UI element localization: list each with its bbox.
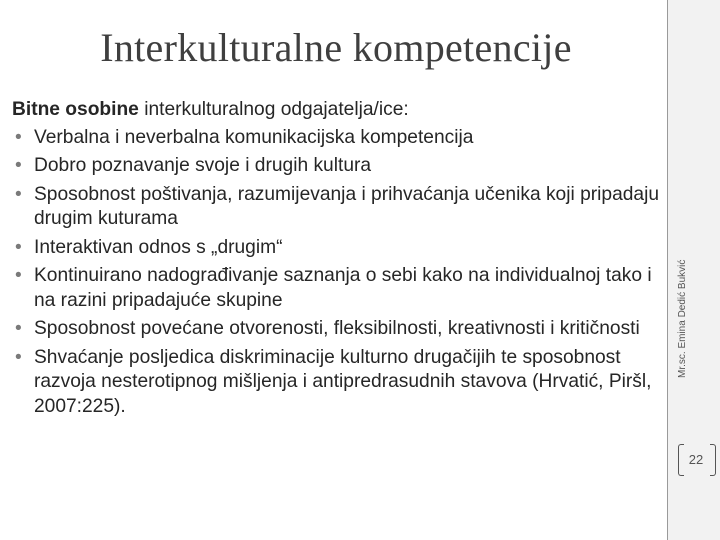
list-item bbox=[12, 126, 662, 151]
list-item bbox=[12, 346, 662, 420]
list-item-text: Kontinuirano nadograđivanje saznanja o sebi kako na individualnoj tako i na razini pripadajuće skupine bbox=[34, 265, 652, 311]
bullet-icon: • bbox=[15, 265, 22, 286]
slide-content bbox=[12, 98, 662, 423]
list-item-text: Verbalna i neverbalna komunikacijska kompetencija bbox=[34, 126, 474, 148]
list-item-text: Sposobnost povećane otvorenosti, fleksibilnosti, kreativnosti i kritičnosti bbox=[34, 318, 640, 339]
right-bracket-icon bbox=[710, 444, 716, 476]
lead-bold: Bitne osobine bbox=[12, 99, 139, 120]
bullet-list bbox=[12, 126, 662, 420]
bullet-icon: • bbox=[15, 236, 22, 258]
list-item bbox=[12, 317, 662, 342]
list-item bbox=[12, 236, 662, 261]
bullet-icon: • bbox=[15, 126, 22, 148]
bullet-icon: • bbox=[15, 155, 22, 176]
bullet-icon: • bbox=[15, 346, 22, 368]
list-item-text: Dobro poznavanje svoje i drugih kultura bbox=[34, 155, 372, 176]
list-item bbox=[12, 154, 662, 179]
bullet-icon: • bbox=[15, 318, 22, 339]
bullet-icon: • bbox=[15, 183, 22, 205]
list-item bbox=[12, 264, 662, 313]
page-number: 22 bbox=[688, 452, 704, 467]
lead-paragraph bbox=[12, 98, 662, 123]
list-item-text: Shvaćanje posljedica diskriminacije kulturno drugačijih te sposobnost razvoja nesterotipnog mišljenja i antipredrasudnih stavova (Hrvatić, Piršl, 2007:225). bbox=[34, 346, 652, 417]
author-credit: Mr.sc. Emina Dedić Bukvić bbox=[677, 259, 688, 378]
lead-rest: interkulturalnog odgajatelja/ice: bbox=[138, 99, 409, 120]
slide-title: Interkulturalne kompetencije bbox=[100, 25, 572, 70]
list-item-text: Sposobnost poštivanja, razumijevanja i prihvaćanja učenika koji pripadaju drugim kuturama bbox=[34, 183, 660, 229]
list-item-text: Interaktivan odnos s „drugim“ bbox=[34, 236, 283, 258]
list-item bbox=[12, 183, 662, 232]
